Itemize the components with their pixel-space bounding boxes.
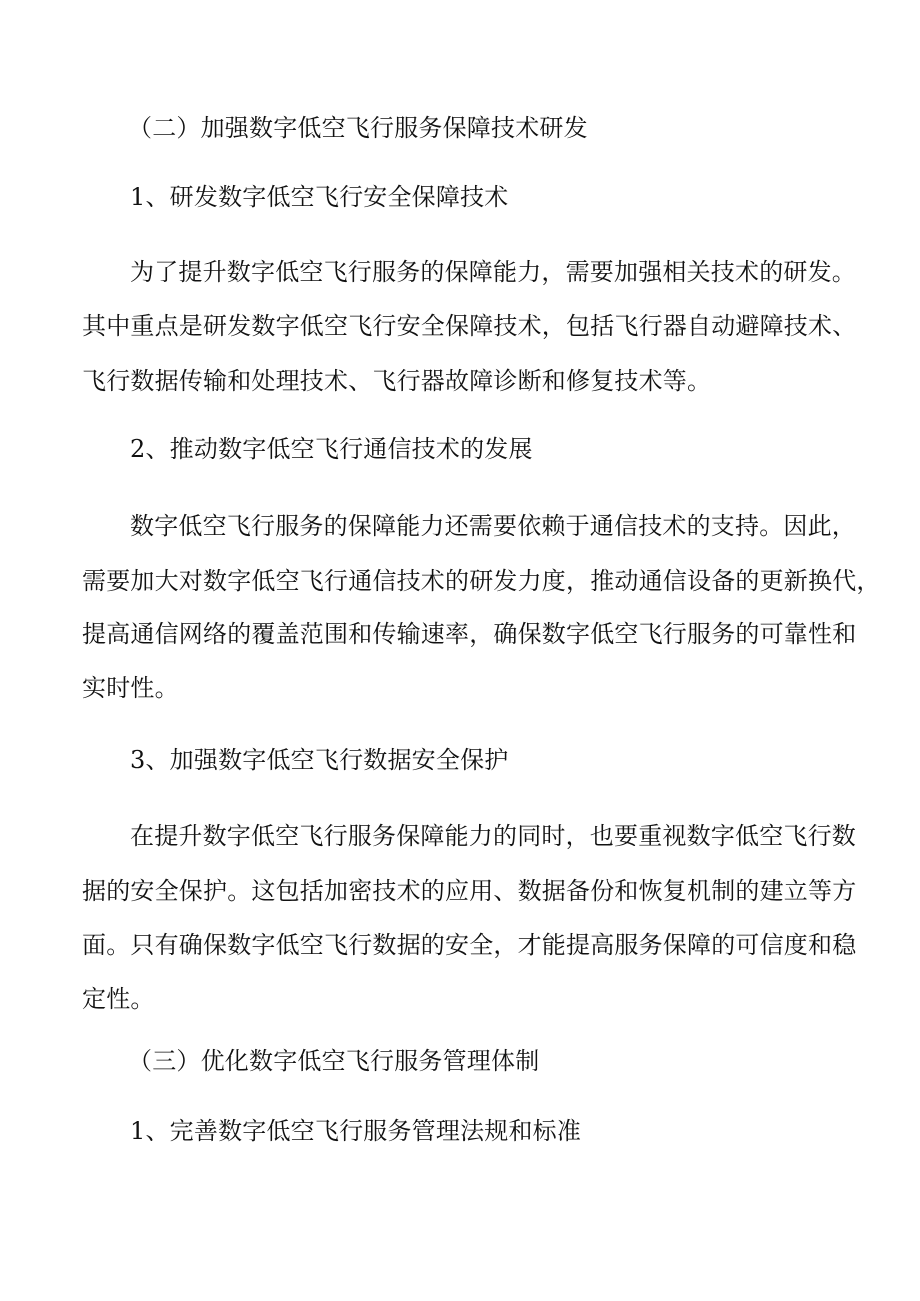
paragraph-line: 其中重点是研发数字低空飞行安全保障技术，包括飞行器自动避障技术、	[82, 312, 857, 340]
subsection-heading: 2、推动数字低空飞行通信技术的发展	[130, 435, 533, 463]
paragraph-line: 飞行数据传输和处理技术、飞行器故障诊断和修复技术等。	[82, 367, 712, 395]
section-heading: （二）加强数字低空飞行服务保障技术研发	[128, 114, 588, 142]
subsection-heading: 1、完善数字低空飞行服务管理法规和标准	[130, 1117, 582, 1145]
section-heading: （三）优化数字低空飞行服务管理体制	[128, 1047, 540, 1075]
subsection-heading: 3、加强数字低空飞行数据安全保护	[130, 746, 509, 774]
paragraph-line: 实时性。	[82, 674, 179, 702]
paragraph-line: 定性。	[82, 985, 155, 1013]
paragraph-line: 据的安全保护。这包括加密技术的应用、数据备份和恢复机制的建立等方	[82, 877, 857, 905]
paragraph-line: 提高通信网络的覆盖范围和传输速率，确保数字低空飞行服务的可靠性和	[82, 620, 857, 648]
paragraph-line: 需要加大对数字低空飞行通信技术的研发力度，推动通信设备的更新换代，	[82, 567, 881, 595]
paragraph-line: 为了提升数字低空飞行服务的保障能力，需要加强相关技术的研发。	[130, 258, 856, 286]
paragraph-line: 面。只有确保数字低空飞行数据的安全，才能提高服务保障的可信度和稳	[82, 931, 857, 959]
subsection-heading: 1、研发数字低空飞行安全保障技术	[130, 183, 509, 211]
paragraph-line: 在提升数字低空飞行服务保障能力的同时，也要重视数字低空飞行数	[130, 822, 856, 850]
paragraph-line: 数字低空飞行服务的保障能力还需要依赖于通信技术的支持。因此，	[130, 512, 856, 540]
